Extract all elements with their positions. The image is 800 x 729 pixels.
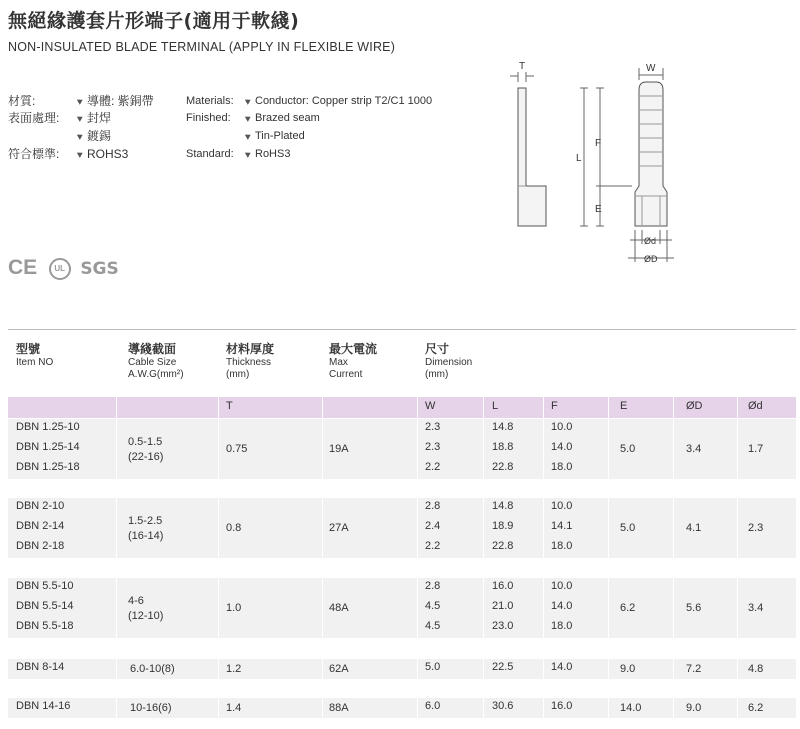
cell-f: 18.0 [551,540,573,552]
column-separator [608,397,609,719]
cell-w: 2.2 [425,540,441,552]
cell-w: 5.0 [425,661,441,673]
header-main: 型號 [16,342,41,356]
dim-label-e: E [595,204,602,215]
cell-item: DBN 2-10 [16,500,65,512]
spec-zh-standard [8,145,128,163]
bullet-icon [77,132,84,140]
cell-t: 1.0 [226,602,242,614]
cell-l: 14.8 [492,500,514,512]
spec-zh-finished-2 [8,127,111,145]
group-band [8,698,796,718]
cell-w: 6.0 [425,700,441,712]
group-band [8,419,796,479]
spec-value: Brazed seam [255,112,320,124]
group-band [8,659,796,679]
spec-label: Materials: [186,95,234,107]
cell-od: 9.0 [686,702,702,714]
header-main: 尺寸 [425,342,450,356]
column-separator [673,397,674,719]
spec-label: Finished: [186,112,231,124]
column-separator [218,397,219,719]
cell-l: 22.5 [492,661,514,673]
cell-item: DBN 1.25-10 [16,421,80,433]
cell-f: 18.0 [551,620,573,632]
header-current [329,340,377,381]
cell-cable: 1.5-2.5 [128,515,163,527]
cell-l: 18.8 [492,441,514,453]
cell-l: 22.8 [492,540,514,552]
header-sub: Max [329,357,348,368]
cell-l: 14.8 [492,421,514,433]
bullet-icon [245,150,252,158]
cell-w: 2.2 [425,461,441,473]
cell-f: 16.0 [551,700,573,712]
cell-f: 14.0 [551,441,573,453]
cell-item: DBN 5.5-18 [16,620,74,632]
cell-t: 1.4 [226,702,242,714]
spec-en-materials [186,92,432,110]
dim-label-t: T [519,61,526,72]
spec-value: Conductor: Copper strip T2/C1 1000 [255,95,433,107]
cell-f: 18.0 [551,461,573,473]
header-thickness [226,340,274,381]
spec-zh-finished [8,109,111,127]
dim-label-d: Ød [644,236,657,246]
cell-w: 4.5 [425,600,441,612]
header-main: 最大電流 [329,342,378,356]
cell-e: 9.0 [620,663,636,675]
cell-f: 10.0 [551,500,573,512]
spec-label: 材質: [8,94,36,108]
cell-od: 4.1 [686,522,702,534]
cell-item: DBN 1.25-18 [16,461,80,473]
cell-cable: 10-16(6) [130,702,172,714]
column-separator [322,397,323,719]
cell-l: 22.8 [492,461,514,473]
dim-label-l: L [576,153,582,164]
cell-l: 23.0 [492,620,514,632]
spec-en-standard [186,145,290,163]
subheader-6: Ød [748,400,763,412]
cell-current: 48A [329,602,349,614]
spec-en-finished-2 [186,127,305,145]
cell-item: DBN 8-14 [16,661,65,673]
bullet-icon [77,97,84,105]
spec-label: Standard: [186,148,234,160]
cell-t: 0.75 [226,443,248,455]
spec-value: 封焊 [87,111,112,125]
cell-w: 2.3 [425,441,441,453]
cell-cable-awg: (22-16) [128,451,164,463]
cell-id: 2.3 [748,522,764,534]
section-divider [8,329,796,330]
cell-w: 2.8 [425,580,441,592]
cell-cable: 4-6 [128,595,144,607]
spec-value: 鍍錫 [87,129,112,143]
ul-logo-text: UL [54,264,66,273]
cell-t: 0.8 [226,522,242,534]
cell-l: 16.0 [492,580,514,592]
cell-item: DBN 1.25-14 [16,441,80,453]
certification-logos [8,256,119,280]
cell-w: 2.4 [425,520,441,532]
header-sub: Current [329,369,363,380]
header-item [16,340,53,369]
dim-label-f: F [595,138,602,149]
spec-en-finished [186,109,320,127]
column-separator [483,397,484,719]
subheader-3: F [551,400,558,412]
header-sub: (mm) [425,369,449,380]
cell-e: 5.0 [620,443,636,455]
group-band [8,498,796,558]
cell-w: 2.3 [425,421,441,433]
bullet-icon [245,132,252,140]
group-band [8,578,796,638]
column-separator [116,397,117,719]
cell-t: 1.2 [226,663,242,675]
cell-id: 4.8 [748,663,764,675]
cell-cable: 0.5-1.5 [128,436,163,448]
header-sub: Dimension [425,357,473,368]
subheader-band [8,397,796,418]
bullet-icon [245,97,252,105]
cell-l: 18.9 [492,520,514,532]
header-sub: Cable Size [128,357,177,368]
cell-e: 14.0 [620,702,642,714]
cell-item: DBN 2-18 [16,540,65,552]
cell-current: 19A [329,443,349,455]
header-cable [128,340,184,381]
cell-current: 62A [329,663,349,675]
spec-label: 表面處理: [8,111,60,125]
ce-logo: CE [8,256,38,279]
cell-f: 14.0 [551,661,573,673]
spec-zh-materials [8,92,154,110]
header-dimension [425,340,472,381]
subheader-2: L [492,400,499,412]
sgs-logo: SGS [80,259,119,279]
subheader-4: E [620,400,628,412]
header-sub: Item NO [16,357,54,368]
bullet-icon [77,114,84,122]
column-separator [543,397,544,719]
spec-label: 符合標準: [8,147,60,161]
cell-f: 10.0 [551,421,573,433]
cell-item: DBN 14-16 [16,700,71,712]
cell-od: 5.6 [686,602,702,614]
column-separator [737,397,738,719]
cell-current: 27A [329,522,349,534]
terminal-diagram [500,58,700,268]
cell-item: DBN 5.5-14 [16,600,74,612]
cell-item: DBN 5.5-10 [16,580,74,592]
ul-logo [49,258,71,280]
spec-value: RoHS3 [255,148,291,160]
cell-current: 88A [329,702,349,714]
dim-label-D: ØD [644,254,658,264]
cell-od: 7.2 [686,663,702,675]
cell-cable-awg: (12-10) [128,610,164,622]
cell-e: 5.0 [620,522,636,534]
spec-value: 導體: 紫銅帶 [87,94,154,108]
spec-value: Tin-Plated [255,130,305,142]
page-title: 無絕緣護套片形端子(適用于軟綫) [8,10,300,32]
header-sub: (mm) [226,369,250,380]
header-sub: A.W.G(mm²) [128,369,184,380]
cell-f: 14.1 [551,520,573,532]
cell-f: 14.0 [551,600,573,612]
cell-f: 10.0 [551,580,573,592]
bullet-icon [245,114,252,122]
subheader-5: ØD [686,400,703,412]
cell-e: 6.2 [620,602,636,614]
header-main: 材料厚度 [226,342,275,356]
cell-id: 6.2 [748,702,764,714]
cell-l: 30.6 [492,700,514,712]
cell-od: 3.4 [686,443,702,455]
cell-id: 3.4 [748,602,764,614]
cell-item: DBN 2-14 [16,520,65,532]
page-subtitle: NON-INSULATED BLADE TERMINAL (APPLY IN FLEXIBLE WIRE) [8,40,396,54]
cell-w: 4.5 [425,620,441,632]
column-separator [417,397,418,719]
cell-l: 21.0 [492,600,514,612]
bullet-icon [77,150,84,158]
header-sub: Thickness [226,357,272,368]
cell-cable: 6.0-10(8) [130,663,175,675]
spec-value: ROHS3 [87,147,129,161]
header-main: 導綫截面 [128,342,177,356]
dim-label-w: W [646,63,656,74]
subheader-0: T [226,400,233,412]
subheader-1: W [425,400,436,412]
cell-w: 2.8 [425,500,441,512]
cell-id: 1.7 [748,443,764,455]
cell-cable-awg: (16-14) [128,530,164,542]
